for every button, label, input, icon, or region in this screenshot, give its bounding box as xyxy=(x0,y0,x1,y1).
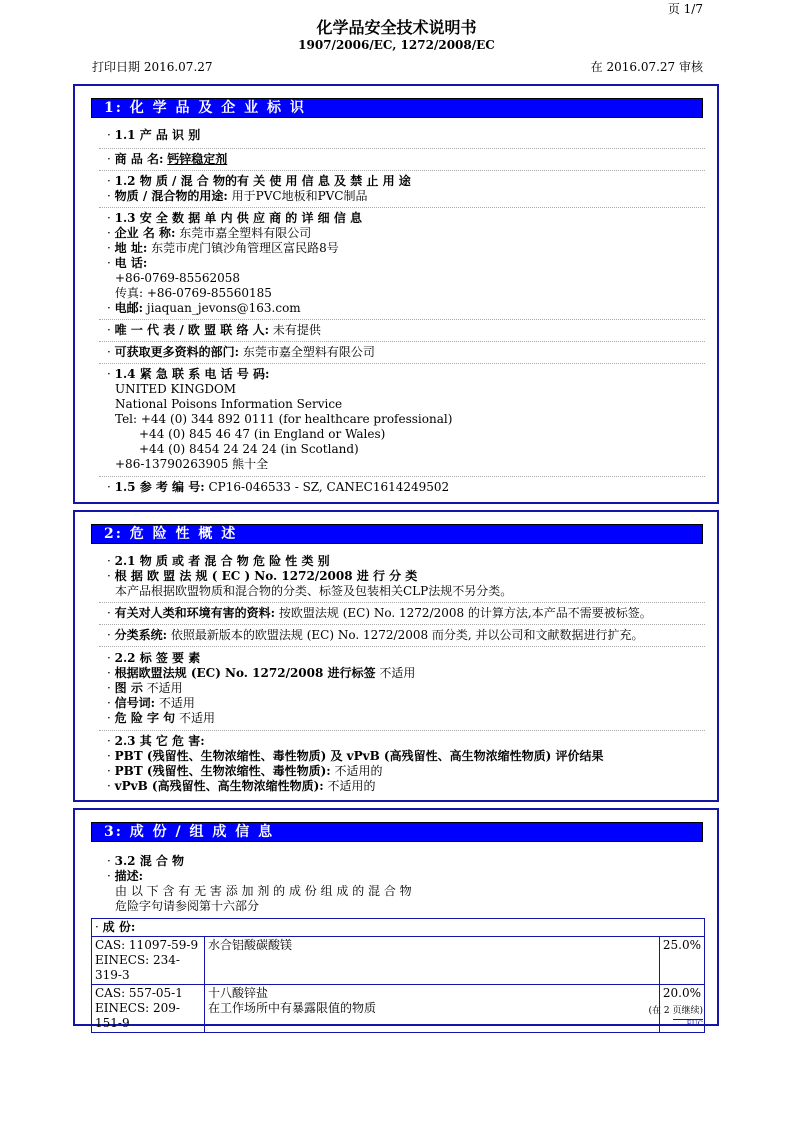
ec-classification-desc: 本产品根据欧盟物质和混合物的分类、标签及包装相关CLP法规不另分类。 xyxy=(115,584,513,598)
item-2-2: · 2.2 标 签 要 素 xyxy=(107,651,201,665)
section-3-header: 3: 成 份 / 组 成 信 息 xyxy=(91,822,703,842)
eu-representative: · 唯 一 代 表 / 欧 盟 联 络 人: 未有提供 xyxy=(107,323,321,337)
component-ids: CAS: 557-05-1 EINECS: 209-151-9 xyxy=(92,985,205,1033)
description-line-1: 由 以 下 含 有 无 害 添 加 剂 的 成 份 组 成 的 混 合 物 xyxy=(115,884,412,898)
phone-label: · 电 话: xyxy=(107,256,148,270)
section-2-header: 2: 危 险 性 概 述 xyxy=(91,524,703,544)
product-use: · 物质 / 混合物的用途: 用于PVC地板和PVC制品 xyxy=(107,189,368,203)
component-percent: 25.0% xyxy=(659,937,704,985)
item-1-5: · 1.5 参 考 编 号: CP16-046533 - SZ, CANEC1614249502 xyxy=(107,480,450,494)
item-1-3: · 1.3 安 全 数 据 单 内 供 应 商 的 详 细 信 息 xyxy=(107,211,363,225)
item-1-4: · 1.4 紧 急 联 系 电 话 号 码: xyxy=(107,367,270,381)
company-address: · 地 址: 东莞市虎门镇沙角管理区富民路8号 xyxy=(107,241,339,255)
item-1-2: · 1.2 物 质 / 混 合 物的有 关 使 用 信 息 及 禁 止 用 途 xyxy=(107,174,411,188)
page-number: 页 1/7 xyxy=(667,2,703,16)
document-title: 化学品安全技术说明书 xyxy=(316,18,477,37)
company-name: · 企业 名 称: 东莞市嘉全塑料有限公司 xyxy=(107,226,312,240)
item-3-2: · 3.2 混 合 物 xyxy=(107,854,185,868)
item-2-1: · 2.1 物 质 或 者 混 合 物 危 险 性 类 别 xyxy=(107,554,330,568)
review-date: 在 2016.07.27 审核 xyxy=(590,60,703,74)
description-label: · 描述: xyxy=(107,869,144,883)
pbt-result: · PBT (残留性、生物浓缩性、毒性物质): 不适用的 xyxy=(107,764,383,778)
hazard-statements: · 危 险 字 句 不适用 xyxy=(107,711,216,725)
email: · 电邮: jiaquan_jevons@163.com xyxy=(107,301,301,315)
table-row xyxy=(92,937,705,985)
hazard-info: · 有关对人类和环境有害的资料: 按欧盟法规 (EC) No. 1272/2008 的计算方法,本产品不需要被标签。 xyxy=(107,606,652,620)
ec-classification: · 根 据 欧 盟 法 规 ( EC ) No. 1272/2008 进 行 分 类 xyxy=(107,569,418,583)
emergency-tel-3: +44 (0) 8454 24 24 24 (in Scotland) xyxy=(139,442,359,456)
section-2 xyxy=(73,510,719,802)
emergency-country: UNITED KINGDOM xyxy=(115,382,237,396)
item-1-1: · 1.1 产 品 识 别 xyxy=(107,128,201,142)
fax-value: 传真: +86-0769-85560185 xyxy=(115,286,272,300)
print-date: 打印日期 2016.07.27 xyxy=(92,60,213,74)
classification-system: · 分类系统: 依照最新版本的欧盟法规 (EC) No. 1272/2008 而分类, 并以公司和文献数据进行扩充。 xyxy=(107,628,644,642)
component-ids: CAS: 11097-59-9 EINECS: 234-319-3 xyxy=(92,937,205,985)
label-elements: · 根据欧盟法规 (EC) No. 1272/2008 进行标签 不适用 xyxy=(107,666,416,680)
components-table xyxy=(91,918,705,1033)
components-header: · 成 份: xyxy=(92,919,705,937)
vpvb-result: · vPvB (高残留性、高生物浓缩性物质): 不适用的 xyxy=(107,779,376,793)
continued-note: (在 2 页继续) xyxy=(648,1006,703,1016)
description-line-2: 危险字句请参阅第十六部分 xyxy=(115,899,260,913)
emergency-tel-4: +86-13790263905 熊十全 xyxy=(115,457,269,471)
pbt-vpvb-heading: · PBT (残留性、生物浓缩性、毒性物质) 及 vPvB (高残留性、高生物浓缩性物质) 评价结果 xyxy=(107,749,604,763)
emergency-tel-1: Tel: +44 (0) 344 892 0111 (for healthcare professional) xyxy=(115,412,453,426)
emergency-service: National Poisons Information Service xyxy=(115,397,343,411)
document-subtitle: 1907/2006/EC, 1272/2008/EC xyxy=(298,38,495,52)
item-2-3: · 2.3 其 它 危 害: xyxy=(107,734,205,748)
component-percent: 20.0% xyxy=(659,985,704,1033)
signal-word: · 信号词: 不适用 xyxy=(107,696,195,710)
phone-value: +86-0769-85562058 xyxy=(115,271,241,285)
pictograms: · 图 示 不适用 xyxy=(107,681,183,695)
table-row xyxy=(92,985,705,1033)
section-1 xyxy=(73,84,719,504)
info-department: · 可获取更多资料的部门: 东莞市嘉全塑料有限公司 xyxy=(107,345,375,359)
section-3 xyxy=(73,808,719,1030)
emergency-tel-2: +44 (0) 845 46 47 (in England or Wales) xyxy=(139,427,386,441)
component-name: 十八酸锌盐 在工作场所中有暴露限值的物质 xyxy=(205,985,660,1033)
component-name: 水合铝酸碳酸镁 xyxy=(205,937,660,985)
product-name: · 商 品 名: 钙锌稳定剂 xyxy=(107,152,228,166)
section-1-header: 1: 化 学 品 及 企 业 标 识 xyxy=(91,98,703,118)
euc-mark: EUC xyxy=(673,1019,703,1028)
